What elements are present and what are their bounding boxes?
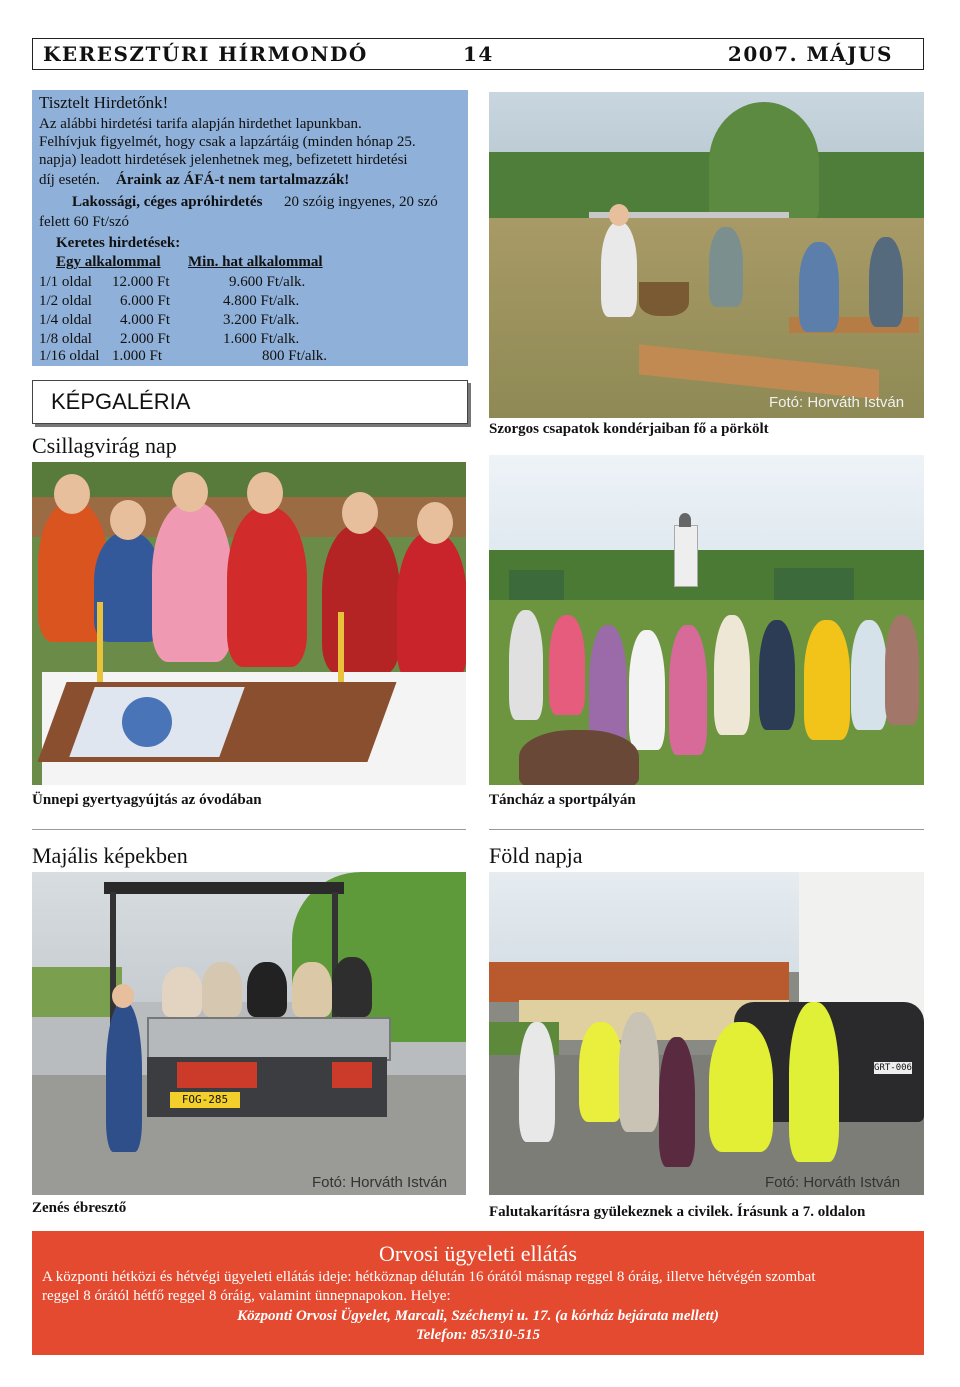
- photo-dance-house: [489, 455, 924, 785]
- page-number: 14: [463, 42, 494, 66]
- photo-cooking-teams: [489, 92, 924, 418]
- license-plate: GRT-006: [874, 1063, 912, 1073]
- rate-six: 3.200 Ft/alk.: [223, 312, 300, 328]
- rate-once: 6.000 Ft: [120, 293, 171, 309]
- rate-once: 4.000 Ft: [120, 312, 171, 328]
- gallery-heading-box: [32, 380, 468, 424]
- column-header-six: Min. hat alkalommal: [188, 254, 323, 270]
- rate-six: 1.600 Ft/alk.: [223, 331, 300, 347]
- rate-once: 1.000 Ft: [112, 348, 163, 364]
- ad-line: Felhívjuk figyelmét, hogy csak a lapzártáig (minden hónap 25.: [39, 134, 416, 150]
- column-header-once: Egy alkalommal: [56, 254, 161, 270]
- advertising-rates-box: [32, 90, 468, 366]
- divider: [489, 829, 924, 830]
- page-header: [32, 38, 924, 70]
- rate-size: 1/4 oldal: [39, 312, 92, 328]
- notice-address: Központi Orvosi Ügyelet, Marcali, Széchenyi u. 17. (a kórház bejárata mellett): [237, 1308, 719, 1324]
- section-title: Föld napja: [489, 843, 583, 868]
- medical-duty-notice: [32, 1231, 924, 1355]
- classified-label: Lakossági, céges apróhirdetés: [72, 194, 263, 210]
- photo-may-day-band: [32, 872, 466, 1195]
- divider: [32, 829, 466, 830]
- rate-once: 12.000 Ft: [112, 274, 170, 290]
- photo-credit: Fotó: Horváth István: [312, 1174, 448, 1191]
- photo-kindergarten-candles: [32, 462, 466, 785]
- rate-size: 1/8 oldal: [39, 331, 92, 347]
- notice-title: Orvosi ügyeleti ellátás: [379, 1241, 577, 1266]
- gallery-title: KÉPGALÉRIA: [51, 389, 191, 414]
- rate-size: 1/2 oldal: [39, 293, 92, 309]
- photo-caption-cleanup: Falutakarításra gyülekeznek a civilek. Írásunk a 7. oldalon: [489, 1204, 866, 1220]
- rate-size: 1/1 oldal: [39, 274, 92, 290]
- photo-caption-cooking: Szorgos csapatok kondérjaiban fő a pörkölt: [489, 421, 769, 437]
- section-title: Majális képekben: [32, 843, 188, 868]
- photo-caption-dance: Táncház a sportpályán: [489, 792, 636, 808]
- ad-line: Az alábbi hirdetési tarifa alapján hirdethet lapunkban.: [39, 116, 362, 132]
- rate-six: 4.800 Ft/alk.: [223, 293, 300, 309]
- rate-once: 2.000 Ft: [120, 331, 171, 347]
- photo-caption-kindergarten: Ünnepi gyertyagyújtás az óvodában: [32, 792, 262, 808]
- newspaper-title: KERESZTÚRI HÍRMONDÓ: [43, 42, 368, 66]
- vat-note: Áraink az ÁFÁ-t nem tartalmazzák!: [116, 172, 350, 188]
- rate-six: 800 Ft/alk.: [262, 348, 328, 364]
- rate-six: 9.600 Ft/alk.: [229, 274, 306, 290]
- license-plate: FOG-285: [170, 1092, 240, 1108]
- framed-ads-heading: Keretes hirdetések:: [56, 235, 181, 251]
- ad-greeting: Tisztelt Hirdetőnk!: [39, 93, 169, 112]
- notice-phone: Telefon: 85/310-515: [415, 1327, 540, 1343]
- photo-earth-day: [489, 872, 924, 1195]
- notice-line: A központi hétközi és hétvégi ügyeleti ellátás ideje: hétköznap délután 16 órától másnap reggel 8 óráig, illetve hétvégén szombat: [42, 1269, 816, 1285]
- rate-size: 1/16 oldal: [39, 348, 100, 364]
- section-title: Csillagvirág nap: [32, 433, 177, 458]
- photo-credit: Fotó: Horváth István: [765, 1174, 901, 1191]
- ad-line: díj esetén.: [39, 172, 100, 188]
- issue-date: 2007. MÁJUS: [727, 42, 893, 66]
- notice-line: reggel 8 órától hétfő reggel 8 óráig, valamint ünnepnapokon. Helye:: [42, 1288, 451, 1304]
- classified-price-extra: felett 60 Ft/szó: [39, 214, 129, 230]
- classified-price: 20 szóig ingyenes, 20 szó: [284, 194, 438, 210]
- photo-caption-wakeup: Zenés ébresztő: [32, 1200, 127, 1216]
- photo-credit: Fotó: Horváth István: [769, 394, 905, 411]
- ad-line: napja) leadott hirdetések jelenhetnek meg, befizetett hirdetési: [39, 152, 408, 168]
